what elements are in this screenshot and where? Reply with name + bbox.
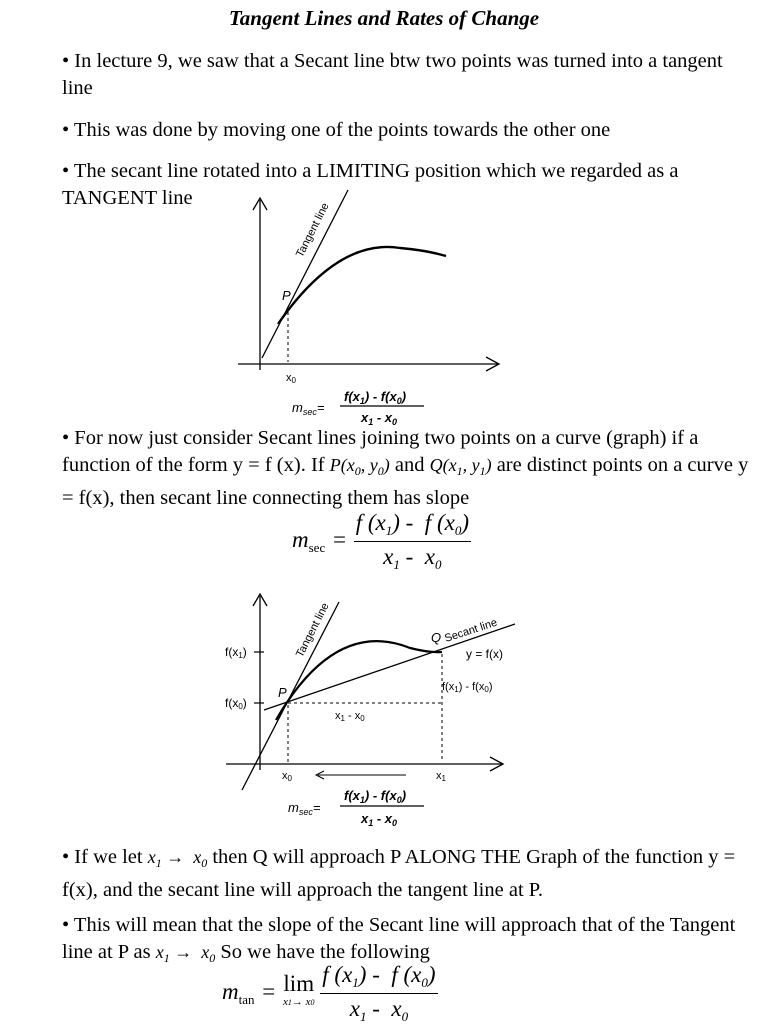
fig2-numerator: $f(x_1) - f(x_0)$ — [344, 788, 407, 805]
secant-line-label: Secant line — [443, 616, 499, 645]
x1-to-x0: $x_1 \to x_0$ — [147, 847, 208, 870]
yfx-label: y = f(x) — [466, 647, 504, 661]
page-title: Tangent Lines and Rates of Change — [228, 6, 540, 30]
fx0-label: f(x0) — [225, 696, 247, 711]
mtan-fraction: $\frac{f (x_1) - f (x_0)}{x_1 - x_0}$ — [322, 962, 436, 1024]
bullet-text: • This will mean that the slope of the Secant line will approach that of the Tangent line at P as — [62, 914, 736, 963]
x1-label: x1 — [436, 770, 446, 783]
bullet-text: are distinct points on a curve y = f(x), then secant line connecting them has slope — [62, 454, 749, 509]
msec-equation: $m_{sec}$ = $\frac{f (x_1) - f (x_0)}{x_1 - x_0}$ — [292, 510, 469, 572]
fig1-numerator: $f(x_1) - f(x_0)$ — [344, 389, 407, 406]
msec-label: $m_{sec}=$ — [288, 800, 321, 817]
tangent-line-label: Tangent line — [293, 201, 332, 260]
fig2-denominator: $x_1 - x_0$ — [361, 811, 398, 828]
bullet-secant-to-tangent: • In lecture 9, we saw that a Secant line btw two points was turned into a tangent line — [62, 50, 723, 99]
figure-tangent-graph — [220, 188, 520, 433]
bullet-q-approaches-p — [62, 844, 754, 904]
tangent-line-label: Tangent line — [293, 601, 332, 660]
msec-fraction: $\frac{f (x_1) - f (x_0)}{x_1 - x_0}$ — [355, 510, 469, 572]
bullet-text: then Q will approach P ALONG THE Graph of the function y = f(x), and the secant line will approach the tangent line at P. — [62, 846, 736, 901]
x0-label: x0 — [286, 372, 296, 385]
fig1-denominator: $x_1 - x_0$ — [361, 410, 398, 427]
fx1-label: f(x1) — [225, 645, 247, 660]
msec-label: $m_{sec}=$ — [292, 400, 325, 417]
tangent-line — [262, 190, 348, 358]
bullet-text-part2: TANGENT line — [62, 187, 193, 209]
mtan-equation: $m_{tan}$ = lim x1→ x0 $\frac{f (x_1) - f (x_0)}{x_1 - x_0}$ — [222, 962, 436, 1024]
point-p-label: P — [278, 685, 287, 700]
point-p-coords: $P(x_0$, $y_0$) — [329, 455, 390, 478]
diff-label: f(x1) - f(x0) — [442, 681, 493, 694]
bullet-secant-slope — [62, 425, 754, 512]
figure-secant-graph — [220, 588, 520, 833]
bullet-moving-points: • This was done by moving one of the points towards the other one — [62, 119, 611, 141]
bullet-text: • If we let — [62, 846, 148, 868]
x0-label: x0 — [282, 770, 292, 783]
bullet-text: and — [389, 454, 430, 476]
limit-operator: lim x1→ x0 — [283, 971, 315, 1008]
bullet-text: So we have the following — [215, 941, 430, 963]
dx-label: x1 - x0 — [335, 710, 365, 723]
point-q-label: Q — [431, 630, 442, 645]
point-p-label: P — [282, 288, 291, 303]
point-q-coords: $Q(x_1$, $y_1$) — [429, 455, 492, 478]
bullet-text-part1: • The secant line rotated into a LIMITING position which we regarded as a — [62, 160, 679, 182]
bullet-text: • For now just consider Secant lines joining two points on a curve (graph) if a function of the form y = f (x). If — [62, 427, 699, 476]
x1-to-x0: $x_1 \to x_0$ — [155, 942, 216, 965]
